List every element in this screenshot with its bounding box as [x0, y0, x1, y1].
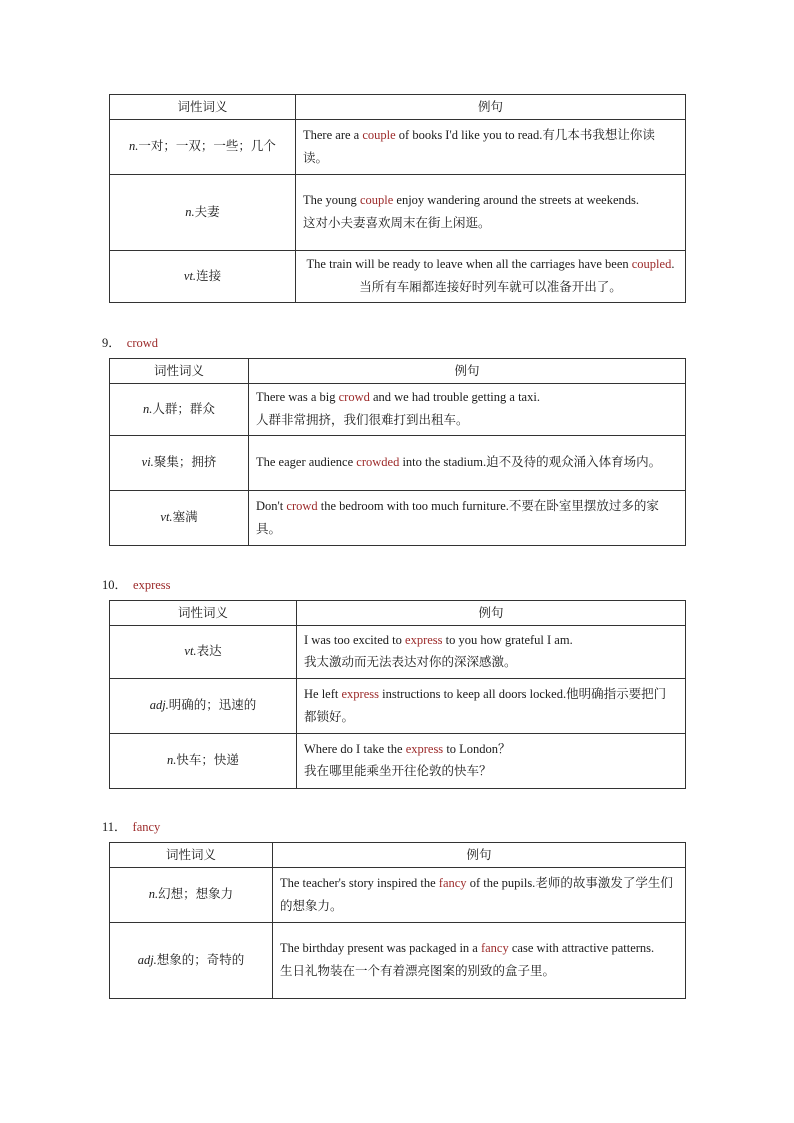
keyword: crowd [286, 498, 318, 513]
header-pos: 词性词义 [110, 601, 297, 626]
header-example: 例句 [249, 359, 686, 384]
table-header-row [110, 843, 686, 868]
table-row [110, 867, 686, 922]
table-row [110, 383, 686, 435]
pos-cell: vt.表达 [110, 625, 297, 678]
section-title-express: 10． express [102, 578, 171, 592]
pos-cell: vt.连接 [110, 250, 296, 302]
fancy-table [109, 842, 686, 999]
example-cell: There are a couple of books I'd like you to read.有几本书我想让你读读。 [296, 119, 686, 174]
table-header-row [110, 601, 686, 626]
header-pos: 词性词义 [110, 95, 296, 120]
keyword: express [405, 741, 444, 756]
pos-cell: n.人群；群众 [110, 383, 249, 435]
example-cell: The young couple enjoy wandering around the streets at weekends. 这对小夫妻喜欢周末在街上闲逛。 [296, 174, 686, 250]
table-row [110, 733, 686, 788]
table-row [110, 922, 686, 998]
table-row [110, 678, 686, 733]
pos-cell: n.幻想；想象力 [110, 867, 273, 922]
table-row [110, 435, 686, 490]
express-table [109, 600, 686, 789]
pos-cell: n.一对；一双；一些；几个 [110, 119, 296, 174]
keyword: coupled [631, 256, 672, 271]
section-title-crowd: 9． crowd [102, 336, 159, 350]
pos-cell: adj.明确的；迅速的 [110, 678, 297, 733]
section-title-fancy: 11． fancy [102, 820, 161, 834]
example-cell: The birthday present was packaged in a fancy case with attractive patterns. 生日礼物装在一个有着漂亮图案的别致的盒子里。 [273, 922, 686, 998]
table-header-row [110, 359, 686, 384]
example-cell: The train will be ready to leave when all the carriages have been coupled.当所有车厢都连接好时列车就可以准备开出了。 [296, 250, 686, 302]
keyword: couple [359, 193, 394, 207]
keyword: fancy [480, 941, 509, 955]
header-pos: 词性词义 [110, 359, 249, 384]
example-cell: Don't crowd the bedroom with too much furniture.不要在卧室里摆放过多的家具。 [249, 490, 686, 545]
table-row [110, 174, 686, 250]
keyword: express [405, 632, 443, 647]
table-row [110, 625, 686, 678]
keyword: crowded [356, 455, 400, 470]
pos-cell: n.快车；快递 [110, 733, 297, 788]
example-cell: I was too excited to express to you how grateful I am. 我太激动而无法表达对你的深深感激。 [297, 625, 686, 678]
table-row [110, 250, 686, 302]
pos-cell: n.夫妻 [110, 174, 296, 250]
keyword: crowd [338, 389, 370, 404]
example-cell: The teacher's story inspired the fancy of the pupils.老师的故事激发了学生们的想象力。 [273, 867, 686, 922]
header-example: 例句 [273, 843, 686, 868]
pos-cell: vt.塞满 [110, 490, 249, 545]
example-cell: He left express instructions to keep all doors locked.他明确指示要把门都锁好。 [297, 678, 686, 733]
header-example: 例句 [296, 95, 686, 120]
example-cell: Where do I take the express to London？ 我在哪里能乘坐开往伦敦的快车？ [297, 733, 686, 788]
couple-table [109, 94, 686, 303]
example-cell: The eager audience crowded into the stadium.迫不及待的观众涌入体育场内。 [249, 435, 686, 490]
header-example: 例句 [297, 601, 686, 626]
table-row [110, 119, 686, 174]
crowd-table [109, 358, 686, 546]
keyword: express [341, 687, 379, 701]
keyword: couple [362, 128, 396, 142]
header-pos: 词性词义 [110, 843, 273, 868]
keyword: fancy [438, 876, 467, 890]
pos-cell: vi.聚集；拥挤 [110, 435, 249, 490]
table-row [110, 490, 686, 545]
table-header-row [110, 95, 686, 120]
example-cell: There was a big crowd and we had trouble getting a taxi. 人群非常拥挤，我们很难打到出租车。 [249, 383, 686, 435]
pos-cell: adj.想象的；奇特的 [110, 922, 273, 998]
